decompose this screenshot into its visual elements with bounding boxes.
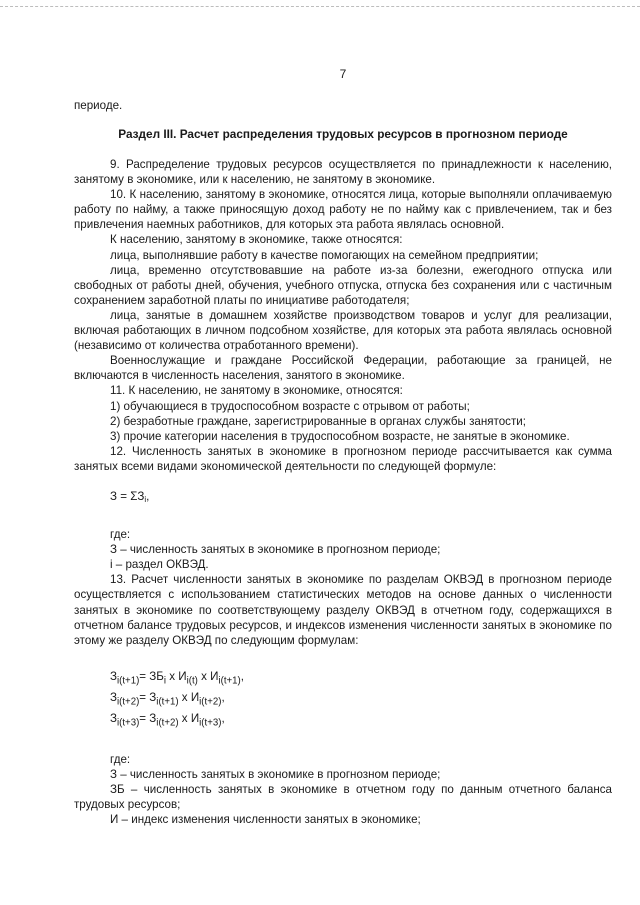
- paragraph-military: Военнослужащие и граждане Российской Федерации, работающие за границей, не включаются в численность населения, занятого в экономике.: [74, 354, 612, 383]
- formula-tail: ,: [146, 489, 150, 503]
- where1-item-z: З – численность занятых в экономике в прогнозном периоде;: [110, 543, 441, 557]
- formula-line-2: $З_{i(t+2)}= З_{i(t+1)}$ x $И_{i(t+2)}$,: [110, 691, 225, 708]
- where-label-2: где:: [110, 752, 131, 766]
- continuation-text: периоде.: [74, 99, 123, 112]
- formula-line-1: $З_{i(t+1)}= ЗБ_i$ x $И_{i(t)}$ x $И_{i(t+1)}$,: [110, 669, 244, 687]
- formula-subscript: i: [144, 494, 147, 504]
- body-text: [74, 157, 612, 827]
- scan-edge-line: [0, 6, 640, 7]
- list-item-2: 2) безработные граждане, зарегистрированные в органах службы занятости;: [110, 414, 526, 428]
- where-label-1: где:: [110, 528, 131, 542]
- where1-item-i: i – раздел ОКВЭД.: [110, 558, 209, 572]
- paragraph-9: 9. Распределение трудовых ресурсов осуществляется по принадлежности к населению, занятому в экономике, или к населению, не занятому в экономике.: [74, 158, 612, 187]
- paragraph-12: 12. Численность занятых в экономике в прогнозном периоде рассчитывается как сумма занятых всеми видами экономической деятельности по следующей формуле:: [74, 444, 612, 473]
- formula-forecast: [74, 668, 612, 732]
- formula-lhs: З = ΣЗ: [110, 489, 145, 503]
- paragraph-employed-also: К населению, занятому в экономике, также относятся:: [110, 233, 403, 247]
- list-item-1: 1) обучающиеся в трудоспособном возрасте с отрывом от работы;: [110, 399, 470, 413]
- where2-item-z: З – численность занятых в экономике в прогнозном периоде;: [110, 767, 441, 781]
- paragraph-temporarily-absent: лица, временно отсутствовавшие на работе из-за болезни, ежегодного отпуска или свободных от работы дней, обучения, учебного отпуска, отпуска без сохранения или с частичным сохранением заработной платы по инициативе работодателя;: [74, 263, 612, 307]
- where2-item-i: И – индекс изменения численности занятых в экономике;: [110, 813, 421, 827]
- paragraph-11: 11. К населению, не занятому в экономике, относятся:: [110, 384, 403, 398]
- where2-item-zb: ЗБ – численность занятых в экономике в отчетном году по данным отчетного баланса трудовых ресурсов;: [74, 782, 612, 812]
- paragraph-household: лица, занятые в домашнем хозяйстве производством товаров и услуг для реализации, включая работающих в личном подсобном хозяйстве, для которых эта работа являлась основной (независимо от количества отработанного времени).: [74, 308, 612, 353]
- formula-total-employed: [74, 489, 612, 507]
- paragraph-10: 10. К населению, занятому в экономике, относятся лица, которые выполняли оплачиваемую работу по найму, а также приносящую доход работу не по найму как с привлечением, так и без привлечения наемных работников, для которых эта работа являлась основной.: [74, 188, 612, 232]
- list-item-3: 3) прочие категории населения в трудоспособном возрасте, не занятые в экономике.: [110, 429, 570, 443]
- formula-line-3: $З_{i(t+3)}= З_{i(t+2)}$ x $И_{i(t+3)}$,: [110, 712, 225, 729]
- section-heading: Раздел III. Расчет распределения трудовых ресурсов в прогнозном периоде: [118, 127, 568, 141]
- paragraph-family-helpers: лица, выполнявшие работу в качестве помогающих на семейном предприятии;: [110, 248, 539, 262]
- paragraph-13: 13. Расчет численности занятых в экономике по разделам ОКВЭД в прогнозном периоде осуществляется с использованием статистических методов на основе данных о численности занятых в экономике по соответствующему разделу ОКВЭД в отчетном году, содержащихся в отчетном балансе трудовых ресурсов, и индексов изменения численности занятых в экономике по этому же разделу ОКВЭД по следующим формулам:: [74, 573, 612, 647]
- page-number: 7: [339, 67, 347, 81]
